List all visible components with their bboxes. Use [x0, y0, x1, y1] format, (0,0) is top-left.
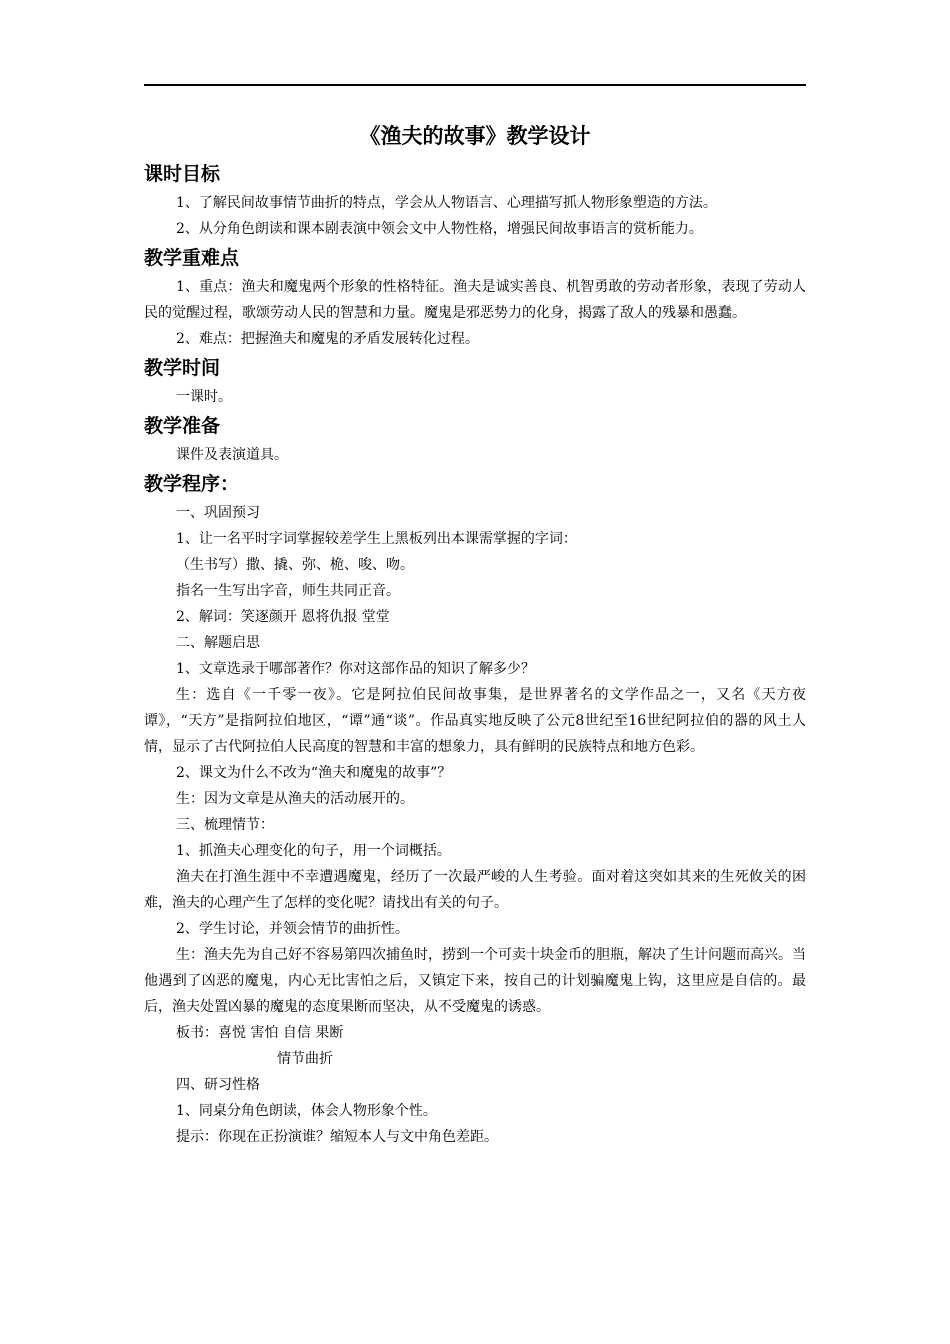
- paragraph: 1、抓渔夫心理变化的句子，用一个词概括。: [176, 843, 451, 859]
- paragraph: 二、解题启思: [176, 635, 260, 651]
- paragraph: 提示：你现在正扮演谁？缩短本人与文中角色差距。: [176, 1129, 498, 1145]
- paragraph: 生：因为文章是从渔夫的活动展开的。: [176, 791, 414, 807]
- paragraph: 2、学生讨论，并领会情节的曲折性。: [176, 921, 409, 937]
- paragraph: 生：选自《一千零一夜》。它是阿拉伯民间故事集，是世界著名的文学作品之一，又名《天方夜谭》，“天方”是指阿拉伯地区，“谭”通“谈”。作品真实地反映了公元8世纪至16世纪阿拉伯的器的风土人情，显示了古代阿拉伯人民高度的智慧和丰富的想象力，具有鲜明的民族特点和地方色彩。: [144, 687, 806, 755]
- section-heading-time: 教学时间: [144, 357, 221, 379]
- paragraph: 2、课文为什么不改为“渔夫和魔鬼的故事”？: [176, 765, 452, 781]
- paragraph: 1、重点：渔夫和魔鬼两个形象的性格特征。渔夫是诚实善良、机智勇敢的劳动者形象，表现了劳动人民的觉醒过程，歌颂劳动人民的智慧和力量。魔鬼是邪恶势力的化身，揭露了敌人的残暴和愚蠢。: [144, 279, 806, 321]
- blackboard-summary: 情节曲折: [277, 1051, 333, 1067]
- paragraph: 1、了解民间故事情节曲折的特点，学会从人物语言、心理描写抓人物形象塑造的方法。: [176, 195, 717, 211]
- paragraph: 1、同桌分角色朗读，体会人物形象个性。: [176, 1103, 437, 1119]
- paragraph: 指名一生写出字音，师生共同正音。: [176, 583, 400, 599]
- section-heading-objectives: 课时目标: [144, 163, 221, 185]
- paragraph: 四、研习性格: [176, 1077, 260, 1093]
- paragraph: 2、从分角色朗读和课本剧表演中领会文中人物性格，增强民间故事语言的赏析能力。: [176, 221, 703, 237]
- paragraph: 1、文章选录于哪部著作？你对这部作品的知识了解多少？: [176, 661, 535, 677]
- paragraph: 课件及表演道具。: [176, 447, 288, 463]
- blackboard-notes: 板书：喜悦 害怕 自信 果断: [176, 1025, 344, 1041]
- paragraph: 三、梳理情节：: [176, 817, 274, 833]
- document-body: [144, 158, 806, 1150]
- section-heading-procedure: 教学程序：: [144, 473, 240, 495]
- paragraph: 一课时。: [176, 389, 232, 405]
- paragraph: 一、巩固预习: [176, 505, 260, 521]
- paragraph: 1、让一名平时字词掌握较差学生上黑板列出本课需掌握的字词：: [176, 531, 577, 547]
- section-heading-preparation: 教学准备: [144, 415, 221, 437]
- header-rule: [144, 84, 806, 86]
- document-title: 《渔夫的故事》教学设计: [359, 124, 591, 148]
- paragraph: 生：渔夫先为自己好不容易第四次捕鱼时，捞到一个可卖十块金币的胆瓶，解决了生计问题而高兴。当他遇到了凶恶的魔鬼，内心无比害怕之后，又镇定下来，按自己的计划骗魔鬼上钩，这里应是自信的。最后，渔夫处置凶暴的魔鬼的态度果断而坚决，从不受魔鬼的诱惑。: [144, 947, 806, 1015]
- paragraph: 2、解词：笑逐颜开 恩将仇报 堂堂: [176, 609, 390, 625]
- paragraph: 2、难点：把握渔夫和魔鬼的矛盾发展转化过程。: [176, 331, 479, 347]
- paragraph: 渔夫在打渔生涯中不幸遭遇魔鬼，经历了一次最严峻的人生考验。面对着这突如其来的生死攸关的困难，渔夫的心理产生了怎样的变化呢？请找出有关的句子。: [144, 869, 806, 911]
- paragraph: （生书写）撒、撬、弥、桅、唆、吻。: [176, 557, 414, 573]
- section-heading-key-points: 教学重难点: [144, 247, 240, 269]
